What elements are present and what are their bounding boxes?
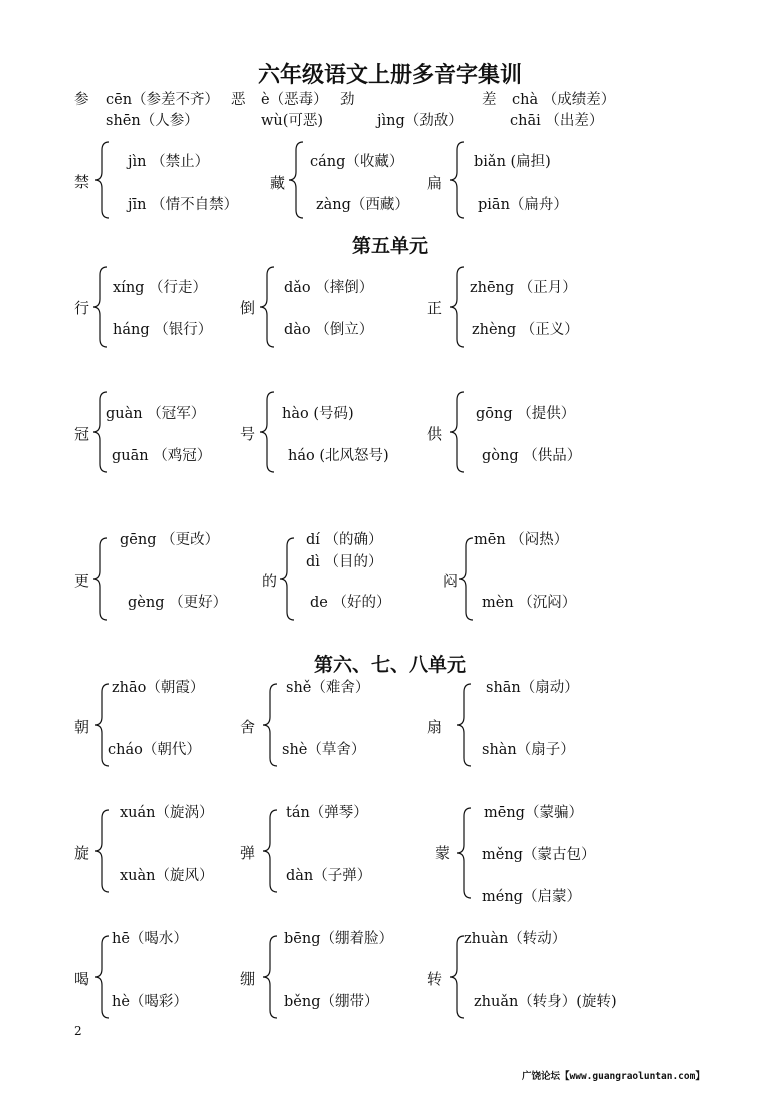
reading-meng-2: měng（蒙古包） xyxy=(482,847,596,863)
reading-beng-1: bēng（绷着脸） xyxy=(284,931,393,947)
reading-bian-2: piān（扁舟） xyxy=(478,197,568,213)
char-geng: 更 xyxy=(74,572,90,590)
char-tan: 弹 xyxy=(240,844,256,862)
char-gong: 供 xyxy=(427,425,443,443)
reading-de-1: dí （的确） xyxy=(306,532,383,548)
reading-guan-1: guàn （冠军） xyxy=(106,406,206,422)
char-beng: 绷 xyxy=(240,970,256,988)
reading-cang-2: zàng（西藏） xyxy=(316,197,409,213)
char-cang: 藏 xyxy=(270,174,286,192)
reading-de-3: de （好的） xyxy=(310,595,391,611)
reading-meng-3: méng（启蒙） xyxy=(482,889,581,905)
reading-shan-2: shàn（扇子） xyxy=(482,742,575,758)
char-she: 舍 xyxy=(240,718,256,736)
reading-zheng-1: zhēng （正月） xyxy=(470,280,577,296)
reading-de-2: dì （目的） xyxy=(306,554,383,570)
brace-zhuan xyxy=(449,934,465,1020)
reading-chao-2: cháo（朝代） xyxy=(108,742,201,758)
reading-gong-2: gòng （供品） xyxy=(482,448,582,464)
reading-hao-2: háo (北风怒号) xyxy=(288,448,389,464)
reading-beng-2: běng（绷带） xyxy=(284,994,379,1010)
reading-xuan-1: xuán（旋涡） xyxy=(120,805,214,821)
brace-jin xyxy=(94,140,110,220)
brace-tan xyxy=(262,808,278,894)
reading-geng-2: gèng （更好） xyxy=(128,595,228,611)
top-reading-shen: shēn（人参） xyxy=(106,113,199,129)
brace-geng xyxy=(92,536,108,622)
brace-she xyxy=(262,682,278,768)
reading-meng-1: mēng（蒙骗） xyxy=(484,805,583,821)
char-he: 喝 xyxy=(74,970,90,988)
reading-men-2: mèn （沉闷） xyxy=(482,595,577,611)
brace-xuan xyxy=(94,808,110,894)
brace-meng xyxy=(456,806,472,900)
reading-zheng-2: zhèng （正义） xyxy=(472,322,579,338)
reading-he-1: hē（喝水） xyxy=(112,931,188,947)
char-de: 的 xyxy=(262,572,278,590)
reading-bian-1: biǎn (扁担) xyxy=(474,154,551,170)
brace-bian xyxy=(449,140,465,220)
char-chao: 朝 xyxy=(74,718,90,736)
reading-tan-1: tán（弹琴） xyxy=(286,805,368,821)
reading-xuan-2: xuàn（旋风） xyxy=(120,868,214,884)
reading-dao-2: dào （倒立） xyxy=(284,322,374,338)
reading-hao-1: hào (号码) xyxy=(282,406,354,422)
reading-xing-2: háng （银行） xyxy=(113,322,213,338)
section-678-heading: 第六、七、八单元 xyxy=(313,654,466,676)
reading-she-2: shè（草舍） xyxy=(282,742,366,758)
brace-shan xyxy=(456,682,472,768)
reading-jin-2: jīn （情不自禁） xyxy=(128,197,239,213)
brace-dao xyxy=(259,265,275,349)
brace-beng xyxy=(262,934,278,1020)
reading-jin-1: jìn （禁止） xyxy=(128,154,210,170)
top-reading-chai: chāi （出差） xyxy=(510,113,604,129)
page-number: 2 xyxy=(74,1024,82,1038)
reading-tan-2: dàn（子弹） xyxy=(286,868,372,884)
char-bian: 扁 xyxy=(427,174,443,192)
footer-site-name: 广饶论坛 xyxy=(522,1071,561,1082)
reading-guan-2: guān （鸡冠） xyxy=(112,448,212,464)
reading-she-1: shě（难舍） xyxy=(286,680,370,696)
top-reading-cha: chà （成绩差） xyxy=(512,92,616,108)
reading-geng-1: gēng （更改） xyxy=(120,532,220,548)
top-char-can: 参 xyxy=(74,92,89,108)
char-xuan: 旋 xyxy=(74,844,90,862)
char-zheng: 正 xyxy=(427,299,443,317)
top-char-cha: 差 xyxy=(482,92,497,108)
char-guan: 冠 xyxy=(74,425,90,443)
section-5-heading: 第五单元 xyxy=(351,235,428,257)
brace-cang xyxy=(288,140,304,220)
brace-hao xyxy=(259,390,275,474)
top-char-jin: 劲 xyxy=(340,92,355,108)
brace-zheng xyxy=(449,265,465,349)
top-char-e: 恶 xyxy=(231,92,246,108)
reading-gong-1: gōng （提供） xyxy=(476,406,576,422)
page-title: 六年级语文上册多音字集训 xyxy=(257,62,522,88)
brace-men xyxy=(458,536,474,622)
brace-gong xyxy=(449,390,465,474)
top-reading-jing: jìng（劲敌） xyxy=(377,113,463,129)
reading-dao-1: dǎo （摔倒） xyxy=(284,280,374,296)
reading-cang-1: cáng（收藏） xyxy=(310,154,404,170)
char-dao: 倒 xyxy=(240,299,256,317)
brace-he xyxy=(94,934,110,1020)
reading-chao-1: zhāo（朝霞） xyxy=(112,680,205,696)
reading-men-1: mēn （闷热） xyxy=(474,532,569,548)
top-reading-e: è（恶毒） xyxy=(261,92,328,108)
char-hao: 号 xyxy=(240,425,256,443)
reading-zhuan-1: zhuàn（转动） xyxy=(464,931,567,947)
reading-xing-1: xíng （行走） xyxy=(113,280,208,296)
top-reading-cen: cēn（参差不齐） xyxy=(106,92,220,108)
reading-shan-1: shān（扇动） xyxy=(486,680,579,696)
top-reading-wu: wù(可恶) xyxy=(261,113,324,129)
footer-url[interactable]: 【www.guangraoluntan.com】 xyxy=(560,1071,705,1082)
char-men: 闷 xyxy=(443,572,459,590)
reading-he-2: hè（喝彩） xyxy=(112,994,188,1010)
brace-xing xyxy=(92,265,108,349)
reading-zhuan-2: zhuǎn（转身）(旋转) xyxy=(474,994,617,1010)
char-jin: 禁 xyxy=(74,173,90,191)
brace-de xyxy=(279,536,295,622)
char-xing: 行 xyxy=(74,299,90,317)
char-meng: 蒙 xyxy=(435,844,451,862)
char-zhuan: 转 xyxy=(427,970,443,988)
footer-credit xyxy=(522,1068,705,1082)
char-shan: 扇 xyxy=(427,718,443,736)
